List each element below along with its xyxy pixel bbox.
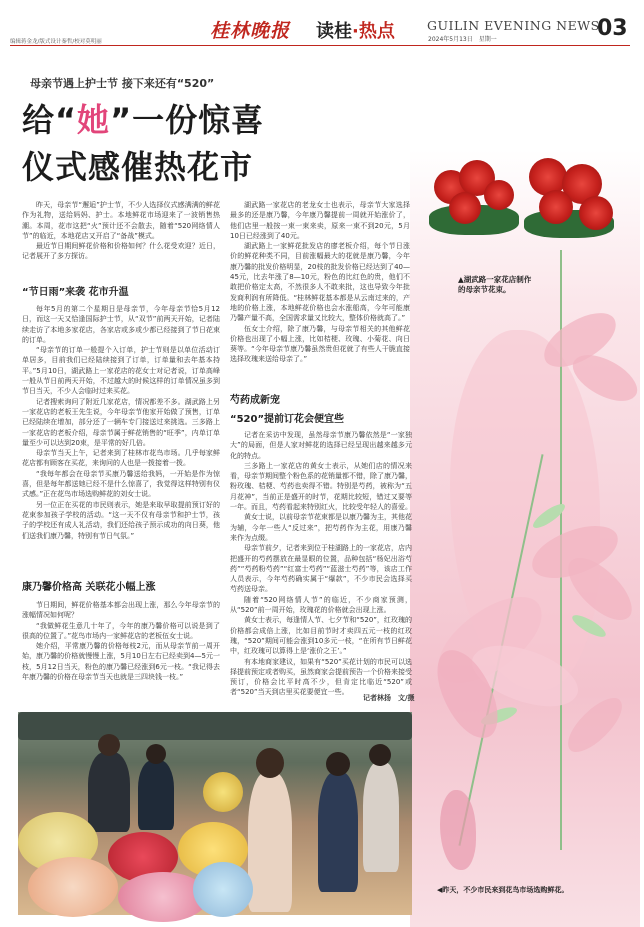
section-dot: · bbox=[352, 21, 359, 42]
paragraph: 母亲节前夕，记者来到位于桂湖路上的一家花店，店内把盛开的芍药摆放在最显眼的位置，品种包括“杨妃出浴芍药”“芍药粉芍药”“红富士芍药”“蓝滋士芍药”等，该店工作人员表示，今年芍药确实属于“爆款”，不少市民会选择买芍药送母亲。 bbox=[230, 544, 412, 594]
shopper bbox=[363, 762, 399, 872]
paragraph: 黄女士说，以前母亲节花束都是以康乃馨为主，其他花为辅，今年一些人“反过来”，把芍药作为主花，用康乃馨来作为点缀。 bbox=[230, 513, 412, 542]
paragraph: 黄女士表示，每逢情人节、七夕节和“520”，红玫瑰的价格都会成倍上涨，比如目前节时才卖四五元一枝的红玫瑰，“520”期间可能会涨到10多元一枝，“在所有节日鲜花中，红玫瑰可以算得上是‘涨价之王’。” bbox=[230, 616, 412, 656]
paragraph: 记者在采访中发现，虽然母亲节康乃馨依然是“一家独大”的局面，但是人家对鲜花的选择已经呈现出越来越多元化的特点。 bbox=[230, 431, 412, 460]
shopper-head bbox=[146, 744, 166, 764]
headline-line1 bbox=[22, 95, 264, 141]
paragraph: “我做鲜花生意几十年了，今年的康乃馨价格可以说是到了很高的位置了。”花鸟市场内一家鲜花店的老板伍女士说。 bbox=[22, 621, 220, 640]
headline-part2: ”一份惊喜 bbox=[110, 101, 265, 139]
headline-line2: 仪式感催热花市 bbox=[22, 148, 254, 186]
paper-name-en: GUILIN EVENING NEWS bbox=[427, 18, 600, 33]
paragraph: 昨天，母亲节“邂逅”护士节，不少人选择仪式感满满的鲜花作为礼物，送给妈妈、护士。本地鲜花市场迎来了一波销售热潮。本周，花市这把“火”预计还不会散去，随着“520网络情人节”的临近，本地花店又开启了“备战”模式。 bbox=[22, 201, 220, 240]
article-column-2-sec3 bbox=[230, 430, 412, 697]
subheading-1: “节日雨”来袭 花市升温 bbox=[22, 287, 129, 298]
editor-credits: 编辑蒋金龙/版式设计秦哲/校对莫明丽 bbox=[10, 39, 102, 45]
paragraph: 三多路上一家花店的黄女士表示，从她们店的情况来看，母亲节期间整个粉色系的花销量都不错，除了康乃馨，粉玫瑰、桔梗、芍药也卖得不错。特别是芍药，被称为“五月花神”，当前正是盛开的时节，花期比较短，错过又要等一年。而且，芍药看起来特别红火，比较受年轻人的喜爱。 bbox=[230, 461, 412, 512]
paragraph: 伍女士介绍，除了康乃馨，与母亲节相关的其他鲜花价格也出现了小幅上涨，比如桔梗、玫瑰、小菊花、向日葵等。“今年母亲节康乃馨虽然贵但花就了有些人干脆直接选择玫瑰来送给母亲了。” bbox=[230, 324, 410, 364]
headline-part1: 给“ bbox=[22, 101, 78, 139]
paragraph: 随着“520网络情人节”的临近，不少商家预测，从“520”前一周开始，玫瑰花的价格就会出现上涨。 bbox=[230, 595, 412, 615]
paragraph: “母亲节的订单一般提个入订单，护士节则是以单位活动订单居多，目前我们已经陆续接到了订单，订单量和去年基本持平。”5月10日，湖武路上一家花店的花女士对记者说，订单高峰一般从节日前两天开始，不过越大的时候这样的订单情况虽多到节日当天，不少人会临时过来买花。 bbox=[22, 346, 220, 396]
shopper bbox=[138, 760, 174, 830]
page-number: 03 bbox=[597, 16, 628, 41]
paragraph: 湖武路上一家鲜花批发店的廖老板介绍，每个节日涨价的鲜花种类不同，目前涨幅最大的花就是康乃馨，今年康乃馨的批发价格明显，20枝的批发价格已经达到了40—45元，比去年涨了8—10元，粉色的比红色的贵，他们不敢把价格定太高，不然很多人不敢来批，这也导致今年批发商利润有所降低。“桂林鲜花基本都是从云南过来的，产地的价格上涨，本地鲜花价格也会水涨船高，今年可能康乃馨产量不高，全国需求量又比较大，整体价格就高了。” bbox=[230, 242, 410, 323]
headline-highlight: 她 bbox=[77, 101, 111, 139]
carnation bbox=[539, 190, 573, 224]
article-column-2-cont bbox=[230, 200, 410, 386]
page-header bbox=[0, 0, 640, 46]
paragraph: 最近节日期间鲜花价格和价格如何？什么花受欢迎？近日，记者展开了多方探访。 bbox=[22, 242, 220, 261]
carnation bbox=[449, 192, 481, 224]
flower-bunch bbox=[28, 857, 118, 917]
section-name bbox=[316, 17, 395, 43]
market-awning bbox=[18, 712, 412, 740]
headline-kicker: 母亲节遇上护士节 接下来还有“520” bbox=[30, 77, 215, 90]
paragraph: 母亲节当天上午，记者来到了桂林市花鸟市场。几乎每家鲜花店都有顾客在买花，来询问的人也是一拨接着一拨。 bbox=[22, 449, 220, 468]
shopper bbox=[248, 772, 292, 912]
mother-child-silhouette bbox=[440, 790, 476, 870]
paragraph: 节日期间，鲜花价格基本都会出现上涨，那么今年母亲节的涨幅情况如何呢？ bbox=[22, 601, 220, 620]
paragraph: 有本地商家建议，如果有“520”买花计划的市民可以选择提前预定或者购买，虽然商家会提前预告一个价格来接受预订，价格会比平时高不少，但肯定比临近“520”或者“520”当天到店里买花要便宜一些。 bbox=[230, 657, 412, 697]
shopper bbox=[318, 772, 358, 892]
subheading-2: 康乃馨价格高 关联花小幅上涨 bbox=[22, 582, 156, 593]
shopper-head bbox=[326, 752, 350, 776]
article-column-1-sec1 bbox=[22, 304, 220, 570]
shopper bbox=[88, 752, 130, 832]
subheading-3: 芍药成新宠 bbox=[230, 395, 280, 406]
carnation bbox=[579, 196, 613, 230]
shopper-head bbox=[369, 744, 391, 766]
photo-caption-top: ▲湖武路一家花店制作的母亲节花束。 bbox=[458, 275, 532, 294]
paragraph: “我每年都会在母亲节买康乃馨送给我妈，一开始是作为惊喜，但是每年都送她已经不是什么惊喜了，我觉得这样特别有仪式感。”正在花鸟市场选购鲜花的刘女士说。 bbox=[22, 469, 220, 499]
section-sub: 热点 bbox=[358, 21, 395, 42]
paper-logo: 桂林晚报 bbox=[210, 20, 291, 42]
carnation-bouquet-photo bbox=[414, 150, 624, 242]
shopper-head bbox=[256, 748, 284, 778]
subheading-4: “520”提前订花会便宜些 bbox=[230, 414, 345, 425]
flower-bunch bbox=[193, 862, 253, 917]
article-column-1-intro bbox=[22, 200, 220, 272]
paragraph: 湖武路一家花店的老龙女士也表示，母亲节大家选择最多的还是康乃馨，今年康乃馨提前一周就开始涨价了，他们店里一般按一束一束来卖，原来一束不到20元，5月10日已经涨到了40元。 bbox=[230, 201, 410, 240]
shopper-head bbox=[98, 734, 120, 756]
paragraph: 她介绍，平常康乃馨的价格每枝2元，而从母亲节前一周开始，康乃馨的价格就慢慢上涨，5月10日左右已经卖到4—5元一枝，5月12日当天，粉色的康乃馨已经涨到6元一枝。“我记得去年康乃馨的价格在母亲节当天也就是三四块钱一枝。” bbox=[22, 642, 220, 682]
section-main: 读桂 bbox=[316, 21, 352, 42]
paragraph: 记者搜索询问了附近几家花店，情况都差不多。湖武路上另一家花店的老板王先生说，今年母亲节他家开始做了预售，订单已经陆续在增加，部分还了一辆车专门接送过来挑选。三多路上一家花店的老板介绍，母亲节属于鲜花销售的“旺季”，内单订单量至少可以达到20束，是平常的好几倍。 bbox=[22, 397, 220, 447]
header-rule bbox=[10, 45, 630, 46]
flower-market-photo bbox=[18, 712, 412, 915]
issue-date: 2024年5月13日 星期一 bbox=[428, 36, 497, 43]
photo-caption-bottom: ◀昨天，不少市民来到花鸟市场选购鲜花。 bbox=[437, 886, 569, 894]
paragraph: 另一位正在买花的市民则表示，她是来取早取提前预订好的花束参加孩子学校的活动。“这一天不仅有母亲节和护士节，孩子的学校还有成人礼活动，我们还给孩子预示成功的向日葵，他们送我们康乃馨，特别有节日气氛。” bbox=[22, 500, 220, 540]
paragraph: 每年5月的第二个星期日是母亲节，今年母亲节恰5月12日，而这一天又恰逢国际护士节，从“双节”前两天开始，记者陆续走访了本地多家花店，各家店或多或少都已经接到了节日花束的订单。 bbox=[22, 305, 220, 344]
byline: 记者林扬 文/摄 bbox=[363, 694, 415, 702]
flower-bunch bbox=[203, 772, 243, 812]
pink-lily-background bbox=[410, 150, 640, 927]
carnation bbox=[484, 180, 514, 210]
article-column-1-sec2 bbox=[22, 600, 220, 706]
